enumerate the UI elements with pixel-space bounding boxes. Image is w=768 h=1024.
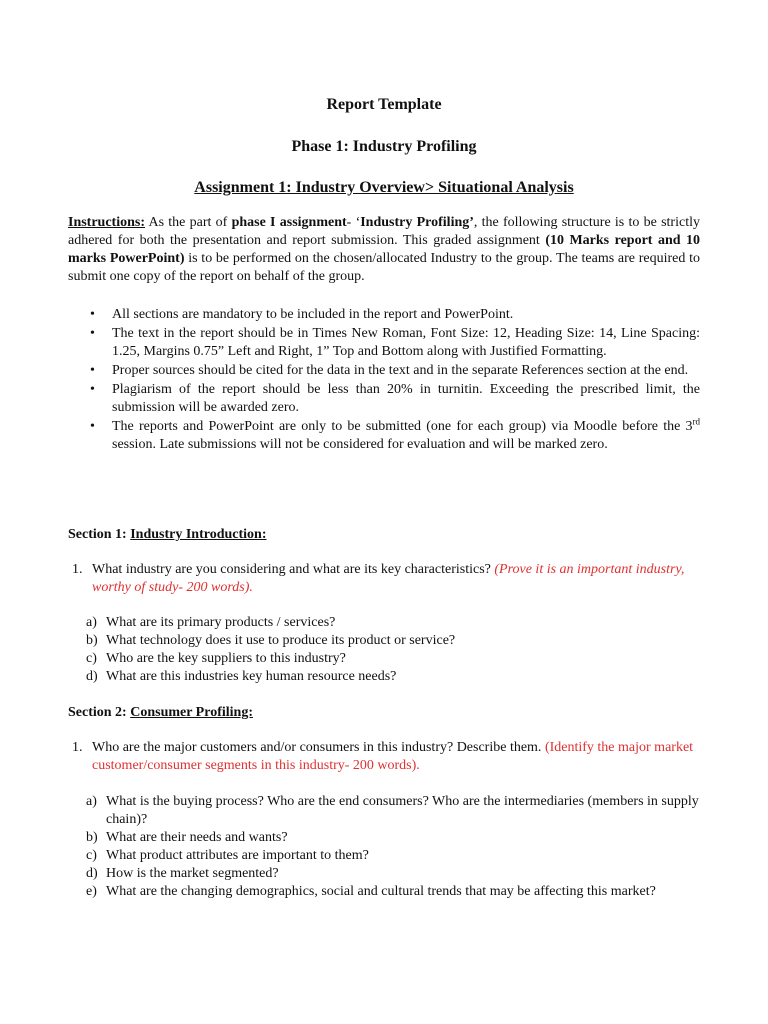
instructions-profiling: Industry Profiling’ [360,215,474,230]
rule-text: The text in the report should be in Times New Roman, Font Size: 12, Heading Size: 14, Line Spacing: 1.25, Margins 0.75” Left and Right, 1” Top and Bottom along with Justified Formatting. [112,325,700,359]
list-item [88,325,700,361]
item-letter: d) [86,866,98,881]
item-text: What are its primary products / services? [106,615,336,630]
item-text: What are their needs and wants? [106,830,288,845]
instructions-label: Instructions: [68,215,146,230]
bullet-icon: • [90,418,95,434]
list-item [86,847,706,865]
rule-text: Plagiarism of the report should be less than 20% in turnitin. Exceeding the prescribed limit, the submission will be awarded zero. [112,381,700,415]
section-2-subquestions [86,793,706,901]
item-letter: b) [86,830,98,845]
rule-text-part: session. Late submissions will not be considered for evaluation and will be marked zero. [112,436,608,452]
item-text: What are the changing demographics, social and cultural trends that may be affecting this market? [106,884,656,899]
instructions-text-2: - ‘ [346,215,361,230]
instructions-paragraph [68,214,700,286]
bullet-icon: • [90,307,95,322]
bullet-icon: • [90,325,95,341]
instructions-text-4: is to be performed on the chosen/allocated Industry to the group. The teams are required to submit one copy of the report on behalf of the group. [68,251,700,284]
instructions-text-1: As the part of [145,215,232,230]
item-text: Who are the key suppliers to this industry? [106,651,346,666]
list-item [86,829,706,847]
list-item [88,362,700,380]
section-1-question [72,561,704,597]
section-2-title: Consumer Profiling: [130,705,253,720]
item-letter: d) [86,669,98,684]
list-item [88,381,700,417]
item-text: What are this industries key human resource needs? [106,669,397,684]
phase-heading: Phase 1: Industry Profiling [291,138,477,155]
list-item [86,650,706,668]
section-1-prefix: Section 1: [68,527,131,542]
assignment-heading: Assignment 1: Industry Overview> Situational Analysis [194,179,574,196]
list-item [86,668,706,686]
question-note: (Identify the major market customer/consumer segments in this industry- 200 words). [92,740,694,773]
report-title: Report Template [326,96,442,113]
bullet-icon: • [90,381,95,397]
item-letter: b) [86,633,98,648]
instructions-text-3: , the following structure is to be strictly adhered for both the presentation and report submission. This graded assignment [68,215,700,248]
instructions-marks: (10 Marks report and 10 marks PowerPoint) [68,233,701,266]
item-text: What technology does it use to produce its product or service? [106,633,456,648]
item-letter: e) [86,884,97,899]
item-letter: a) [86,615,97,630]
list-item [86,865,706,883]
item-text: What product attributes are important to them? [106,848,369,863]
question-text-wrap [72,739,704,775]
rules-list [88,306,700,454]
rule-text: Proper sources should be cited for the data in the text and in the separate References section at the end. [112,362,689,378]
rule-text [112,415,700,452]
bullet-icon: • [90,362,95,378]
question-text: Who are the major customers and/or consumers in this industry? Describe them. [92,740,545,755]
item-letter: c) [86,651,97,666]
section-1-title: Industry Introduction: [130,527,267,542]
list-item [88,306,700,324]
item-letter: c) [86,848,97,863]
ordinal-suffix: rd [692,415,700,426]
list-item [86,793,706,829]
section-1-heading [68,526,267,544]
question-number: 1. [72,562,83,577]
list-item [86,614,706,632]
question-text-wrap [72,561,704,597]
list-item [86,632,706,650]
section-2-prefix: Section 2: [68,705,131,720]
question-number: 1. [72,740,83,755]
item-text: How is the market segmented? [106,866,279,881]
section-1-subquestions [86,614,706,686]
list-item [88,415,700,454]
rule-text-part: The reports and PowerPoint are only to be submitted (one for each group) via Moodle before the 3 [112,418,693,434]
question-text: What industry are you considering and what are its key characteristics? [92,562,495,577]
instructions-phase: phase I assignment [231,215,347,230]
section-2-question [72,739,704,775]
item-letter: a) [86,794,97,809]
rule-text: All sections are mandatory to be included in the report and PowerPoint. [112,307,514,322]
item-text: What is the buying process? Who are the end consumers? Who are the intermediaries (members in supply chain)? [106,794,699,827]
question-note: (Prove it is an important industry, worthy of study- 200 words). [92,562,685,595]
list-item [86,883,706,901]
section-2-heading [68,704,253,722]
